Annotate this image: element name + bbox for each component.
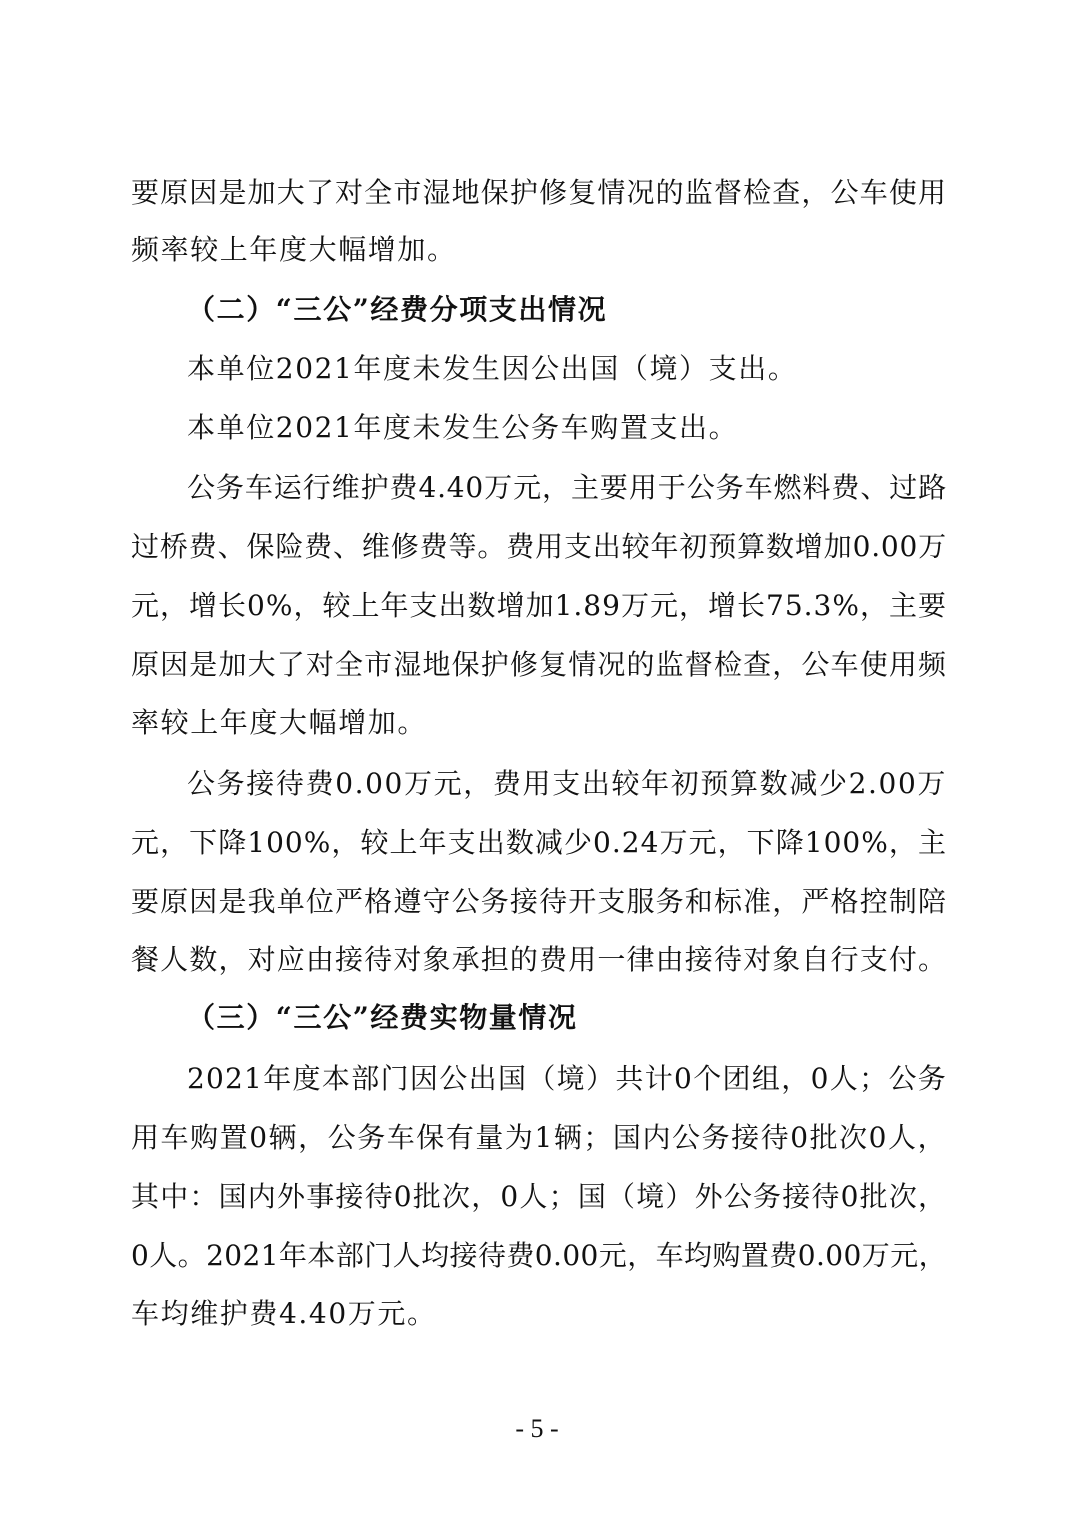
paragraph-line: 本单位2021年度未发生公务车购置支出。 (187, 411, 739, 444)
paragraph-line: 2021年度本部门因公出国（境）共计0个团组，0人；公务 (187, 1062, 947, 1095)
paragraph-line: 车均维护费4.40万元。 (131, 1297, 437, 1330)
paragraph-line: 元，下降100%，较上年支出数减少0.24万元，下降100%，主 (131, 826, 947, 859)
section-heading: （二）“三公”经费分项支出情况 (187, 293, 608, 326)
paragraph-line: 频率较上年度大幅增加。 (131, 233, 457, 266)
paragraph-line: 要原因是我单位严格遵守公务接待开支服务和标准，严格控制陪 (131, 885, 947, 918)
paragraph-line: 其中：国内外事接待0批次，0人；国（境）外公务接待0批次， (131, 1180, 948, 1213)
paragraph-line: 率较上年度大幅增加。 (131, 706, 428, 739)
paragraph-line: 餐人数，对应由接待对象承担的费用一律由接待对象自行支付。 (131, 943, 947, 976)
paragraph-line: 本单位2021年度未发生因公出国（境）支出。 (187, 352, 798, 385)
page-number: - 5 - (515, 1414, 559, 1443)
paragraph-line: 公务车运行维护费4.40万元，主要用于公务车燃料费、过路 (187, 471, 947, 504)
paragraph-line: 原因是加大了对全市湿地保护修复情况的监督检查，公车使用频 (131, 648, 947, 681)
paragraph-line: 用车购置0辆，公务车保有量为1辆；国内公务接待0批次0人， (131, 1121, 947, 1154)
paragraph-line: 过桥费、保险费、维修费等。费用支出较年初预算数增加0.00万 (131, 530, 947, 563)
paragraph-line: 0人。2021年本部门人均接待费0.00元，车均购置费0.00万元， (131, 1239, 947, 1272)
paragraph-line: 公务接待费0.00万元，费用支出较年初预算数减少2.00万 (187, 767, 947, 800)
paragraph-line: 要原因是加大了对全市湿地保护修复情况的监督检查，公车使用 (131, 176, 947, 209)
paragraph-line: 元，增长0%，较上年支出数增加1.89万元，增长75.3%，主要 (131, 589, 947, 622)
section-heading: （三）“三公”经费实物量情况 (187, 1001, 578, 1034)
